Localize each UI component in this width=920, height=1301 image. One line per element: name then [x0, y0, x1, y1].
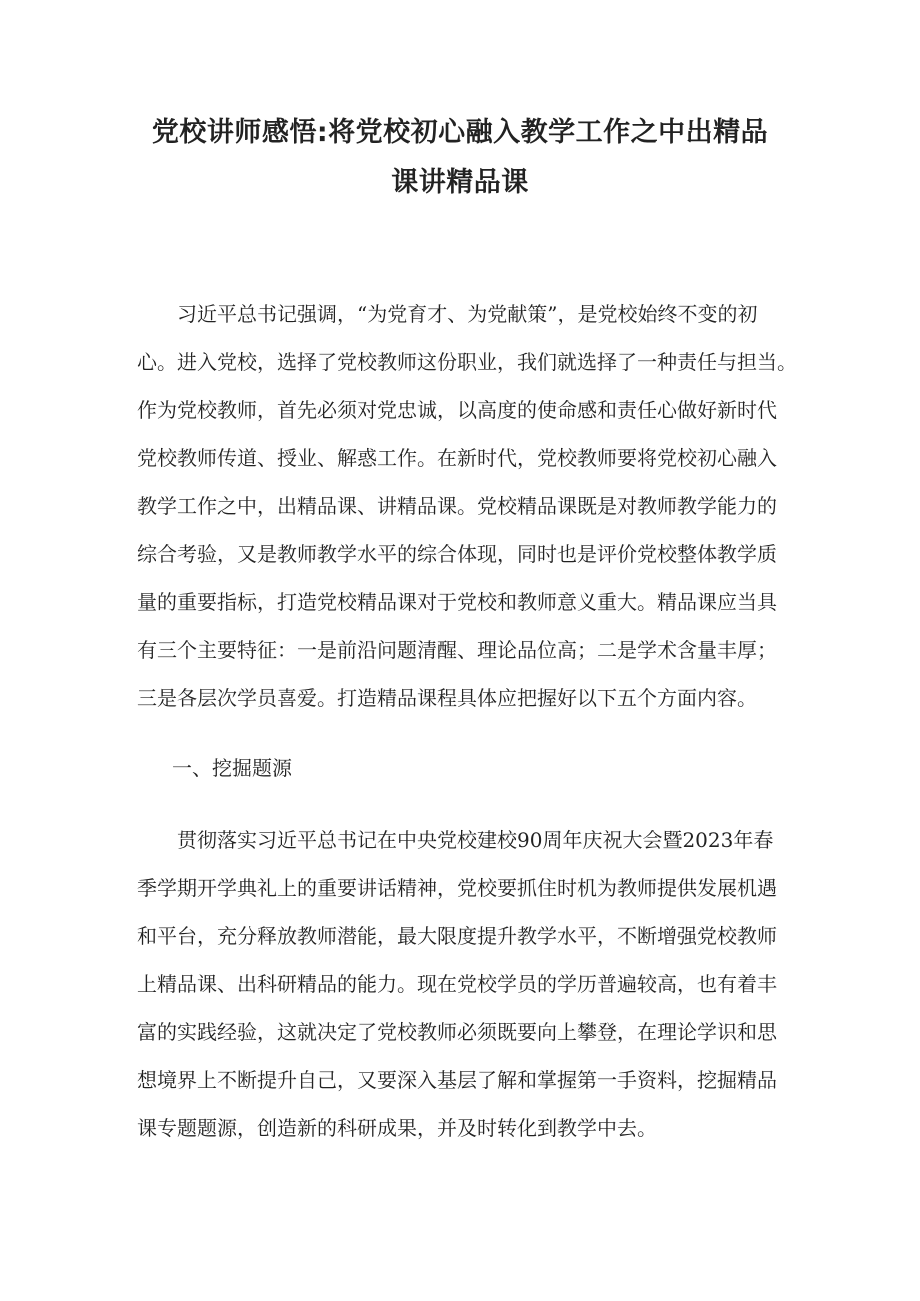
paragraph-line: 教学工作之中，出精品课、讲精品课。党校精品课既是对教师教学能力的: [137, 494, 777, 518]
paragraph-line: 综合考验，又是教师教学水平的综合体现，同时也是评价党校整体教学质: [137, 542, 777, 566]
paragraph-line: 心。进入党校，选择了党校教师这份职业，我们就选择了一种责任与担当。: [137, 350, 797, 374]
paragraph-line: 上精品课、出科研精品的能力。现在党校学员的学历普遍较高，也有着丰: [137, 972, 777, 996]
section-heading: 一、挖掘题源: [172, 756, 292, 780]
paragraph-line: 习近平总书记强调，“为党育才、为党献策”，是党校始终不变的初: [137, 302, 758, 326]
paragraph-line: 课专题题源，创造新的科研成果，并及时转化到教学中去。: [137, 1116, 657, 1140]
paragraph-intro: [137, 290, 797, 722]
title-line: 课讲精品课: [391, 167, 529, 198]
paragraph-line: 季学期开学典礼上的重要讲话精神，党校要抓住时机为教师提供发展机遇: [137, 876, 777, 900]
paragraph-line: 三是各层次学员喜爱。打造精品课程具体应把握好以下五个方面内容。: [137, 686, 757, 710]
paragraph-line: 作为党校教师，首先必须对党忠诚，以高度的使命感和责任心做好新时代: [137, 398, 777, 422]
paragraph-line: 党校教师传道、授业、解惑工作。在新时代，党校教师要将党校初心融入: [137, 446, 777, 470]
paragraph-section-one: [137, 816, 797, 1152]
paragraph-line: 富的实践经验，这就决定了党校教师必须既要向上攀登，在理论学识和思: [137, 1020, 777, 1044]
title-line: 党校讲师感悟:将党校初心融入教学工作之中出精品: [151, 117, 769, 148]
paragraph-line: 和平台，充分释放教师潜能，最大限度提升教学水平，不断增强党校教师: [137, 924, 777, 948]
paragraph-line: 量的重要指标，打造党校精品课对于党校和教师意义重大。精品课应当具: [137, 590, 777, 614]
paragraph-line: 贯彻落实习近平总书记在中央党校建校90周年庆祝大会暨2023年春: [137, 828, 774, 852]
document-title: [120, 108, 800, 208]
paragraph-line: 有三个主要特征：一是前沿问题清醒、理论品位高；二是学术含量丰厚；: [137, 638, 777, 662]
paragraph-line: 想境界上不断提升自己，又要深入基层了解和掌握第一手资料，挖掘精品: [137, 1068, 777, 1092]
